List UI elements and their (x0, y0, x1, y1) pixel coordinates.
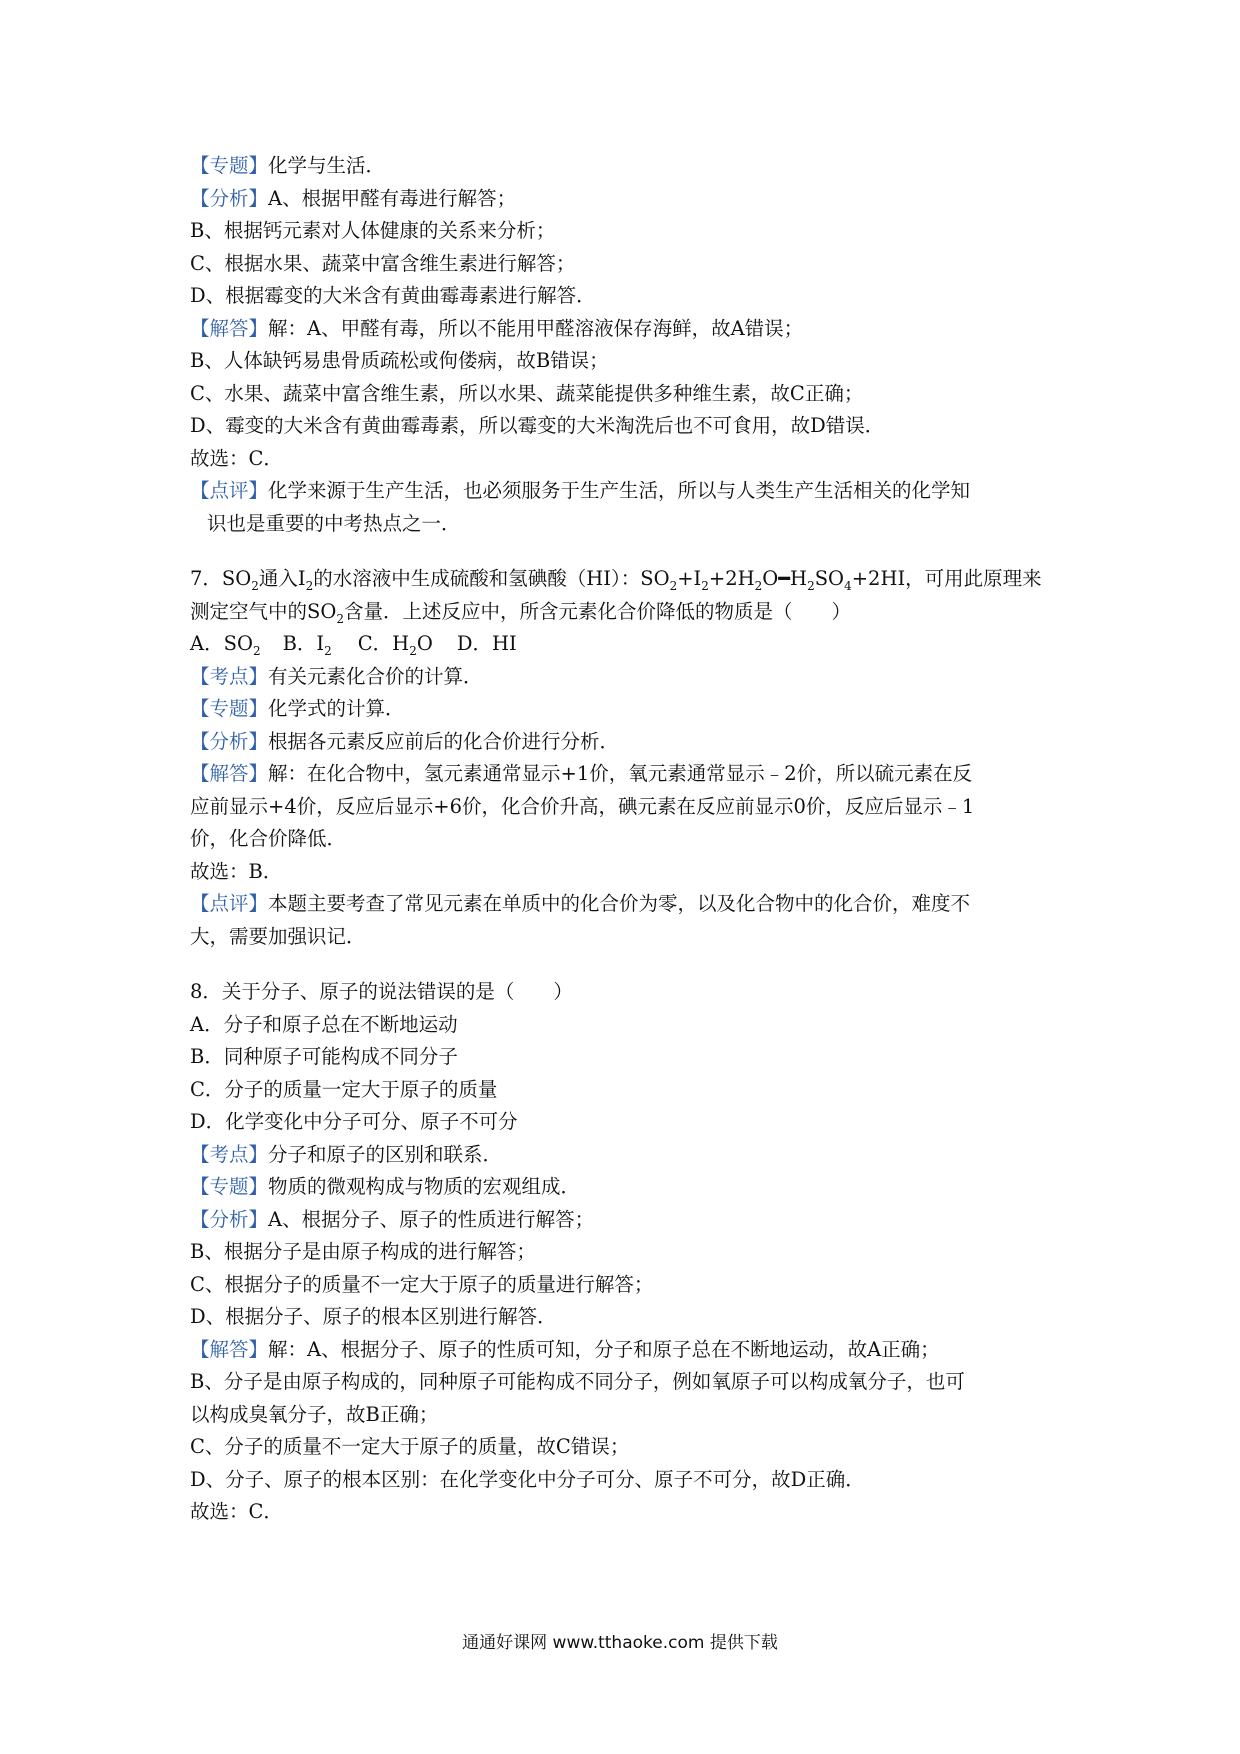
q8-stem: 8．关于分子、原子的说法错误的是（ ） (190, 980, 573, 1003)
q6-answer: 故选：C． (190, 446, 283, 470)
section-tag: 【分析】 (190, 729, 269, 753)
section-tag: 【解答】 (190, 1337, 269, 1361)
q7-zhuanti: 【专题】化学式的计算． (190, 697, 405, 720)
q8-jieda-line: D、分子、原子的根本区别：在化学变化中分子可分、原子不可分，故D正确． (190, 1467, 865, 1491)
option-c: C．H (357, 632, 410, 655)
q7-options: A．$SO_2$ B．$I_2$ C．$H_2O$ D．HI (190, 632, 517, 658)
q8-jieda-line: 以构成臭氧分子，故B正确； (190, 1402, 439, 1426)
q6-zhuanti: 【专题】化学与生活． (190, 154, 386, 177)
q8-fenxi-line: D、根据分子、原子的根本区别进行解答． (190, 1305, 557, 1328)
q6-jieda-line: B、人体缺钙易患骨质疏松或佝偻病，故B错误； (190, 349, 609, 372)
document-page (190, 150, 1070, 1529)
section-tag: 【分析】 (190, 1207, 269, 1231)
q7-jieda: 【解答】解：在化合物中，氢元素通常显示+1价，氧元素通常显示﹣2价，所以硫元素在反 (190, 762, 973, 785)
equation-arrow: ━ (778, 567, 791, 590)
q8-kaodian: 【考点】分子和原子的区别和联系． (190, 1142, 503, 1166)
q7-kaodian: 【考点】有关元素化合价的计算． (190, 664, 483, 688)
q8-option: B．同种原子可能构成不同分子 (190, 1045, 458, 1068)
q6-fenxi-line: D、根据霉变的大米含有黄曲霉毒素进行解答． (190, 284, 596, 307)
section-tag: 【专题】 (190, 154, 269, 177)
option-a: A．SO (190, 632, 253, 655)
q7-jieda-line: 价，化合价降低． (190, 827, 347, 850)
q8-fenxi-line: 【分析】A、根据分子、原子的性质进行解答； (190, 1207, 595, 1231)
q7-answer: 故选：B． (190, 859, 283, 883)
q8-jieda-line: 【解答】解：A、根据分子、原子的性质可知，分子和原子总在不断地运动，故A正确； (190, 1337, 940, 1361)
q8-jieda-line: C、分子的质量不一定大于原子的质量，故C错误； (190, 1435, 630, 1458)
q6-fenxi-line: C、根据水果、蔬菜中富含维生素进行解答； (190, 251, 576, 275)
section-tag: 【解答】 (190, 762, 269, 785)
q6-jieda-line: 【解答】解：A、甲醛有毒，所以不能用甲醛溶液保存海鲜，故A错误； (190, 316, 804, 340)
q7-dianping-cont: 大，需要加强识记． (190, 924, 366, 948)
q8-zhuanti: 【专题】物质的微观构成与物质的宏观组成． (190, 1175, 581, 1198)
section-tag: 【考点】 (190, 664, 269, 688)
q8-fenxi-line: B、根据分子是由原子构成的进行解答； (190, 1240, 536, 1263)
option-b: B．I (282, 632, 325, 655)
section-tag: 【点评】 (190, 892, 269, 915)
q6-dianping-cont: 识也是重要的中考热点之一． (207, 511, 461, 535)
page-footer: 通通好课网 www.tthaoke.com 提供下载 (462, 1633, 778, 1653)
section-tag: 【专题】 (190, 697, 269, 720)
q8-jieda-line: B、分子是由原子构成的，同种原子可能构成不同分子，例如氧原子可以构成氧分子，也可 (190, 1370, 965, 1393)
q7-fenxi: 【分析】根据各元素反应前后的化合价进行分析． (190, 729, 620, 753)
option-d: D．HI (456, 632, 517, 655)
q8-answer: 故选：C． (190, 1500, 283, 1523)
q7-stem-cont: 测定空气中的$SO_2$含量．上述反应中，所含元素化合价降低的物质是（ ） (190, 599, 852, 626)
section-tag: 【解答】 (190, 316, 269, 340)
section-tag: 【分析】 (190, 186, 269, 210)
q6-dianping: 【点评】化学来源于生产生活，也必须服务于生产生活，所以与人类生产生活相关的化学知 (190, 479, 971, 502)
q7-stem: 7．$SO_2$通入$I_2$的水溶液中生成硫酸和氢碘酸（HI）：$SO_2+I_2+2H_2O━H_2SO_4+2HI$，可用此原理来 (190, 567, 1042, 593)
q8-option: D．化学变化中分子可分、原子不可分 (190, 1110, 518, 1133)
q8-option: A．分子和原子总在不断地运动 (190, 1012, 458, 1036)
q6-jieda-line: D、霉变的大米含有黄曲霉毒素，所以霉变的大米淘洗后也不可食用，故D错误． (190, 414, 885, 437)
q7-jieda-line: 应前显示+4价，反应后显示+6价，化合价升高，碘元素在反应前显示0价，反应后显示﹣1 (190, 794, 975, 818)
section-tag: 【考点】 (190, 1142, 269, 1166)
section-tag: 【专题】 (190, 1175, 269, 1198)
q8-option: C．分子的质量一定大于原子的质量 (190, 1077, 498, 1101)
section-tag: 【点评】 (190, 479, 269, 502)
q6-jieda-line: C、水果、蔬菜中富含维生素，所以水果、蔬菜能提供多种维生素，故C正确； (190, 381, 864, 405)
q8-fenxi-line: C、根据分子的质量不一定大于原子的质量进行解答； (190, 1272, 654, 1296)
q6-fenxi-line: 【分析】A、根据甲醛有毒进行解答； (190, 186, 517, 210)
q6-fenxi-line: B、根据钙元素对人体健康的关系来分析； (190, 219, 556, 242)
q7-dianping: 【点评】本题主要考查了常见元素在单质中的化合价为零，以及化合物中的化合价，难度不 (190, 892, 971, 915)
